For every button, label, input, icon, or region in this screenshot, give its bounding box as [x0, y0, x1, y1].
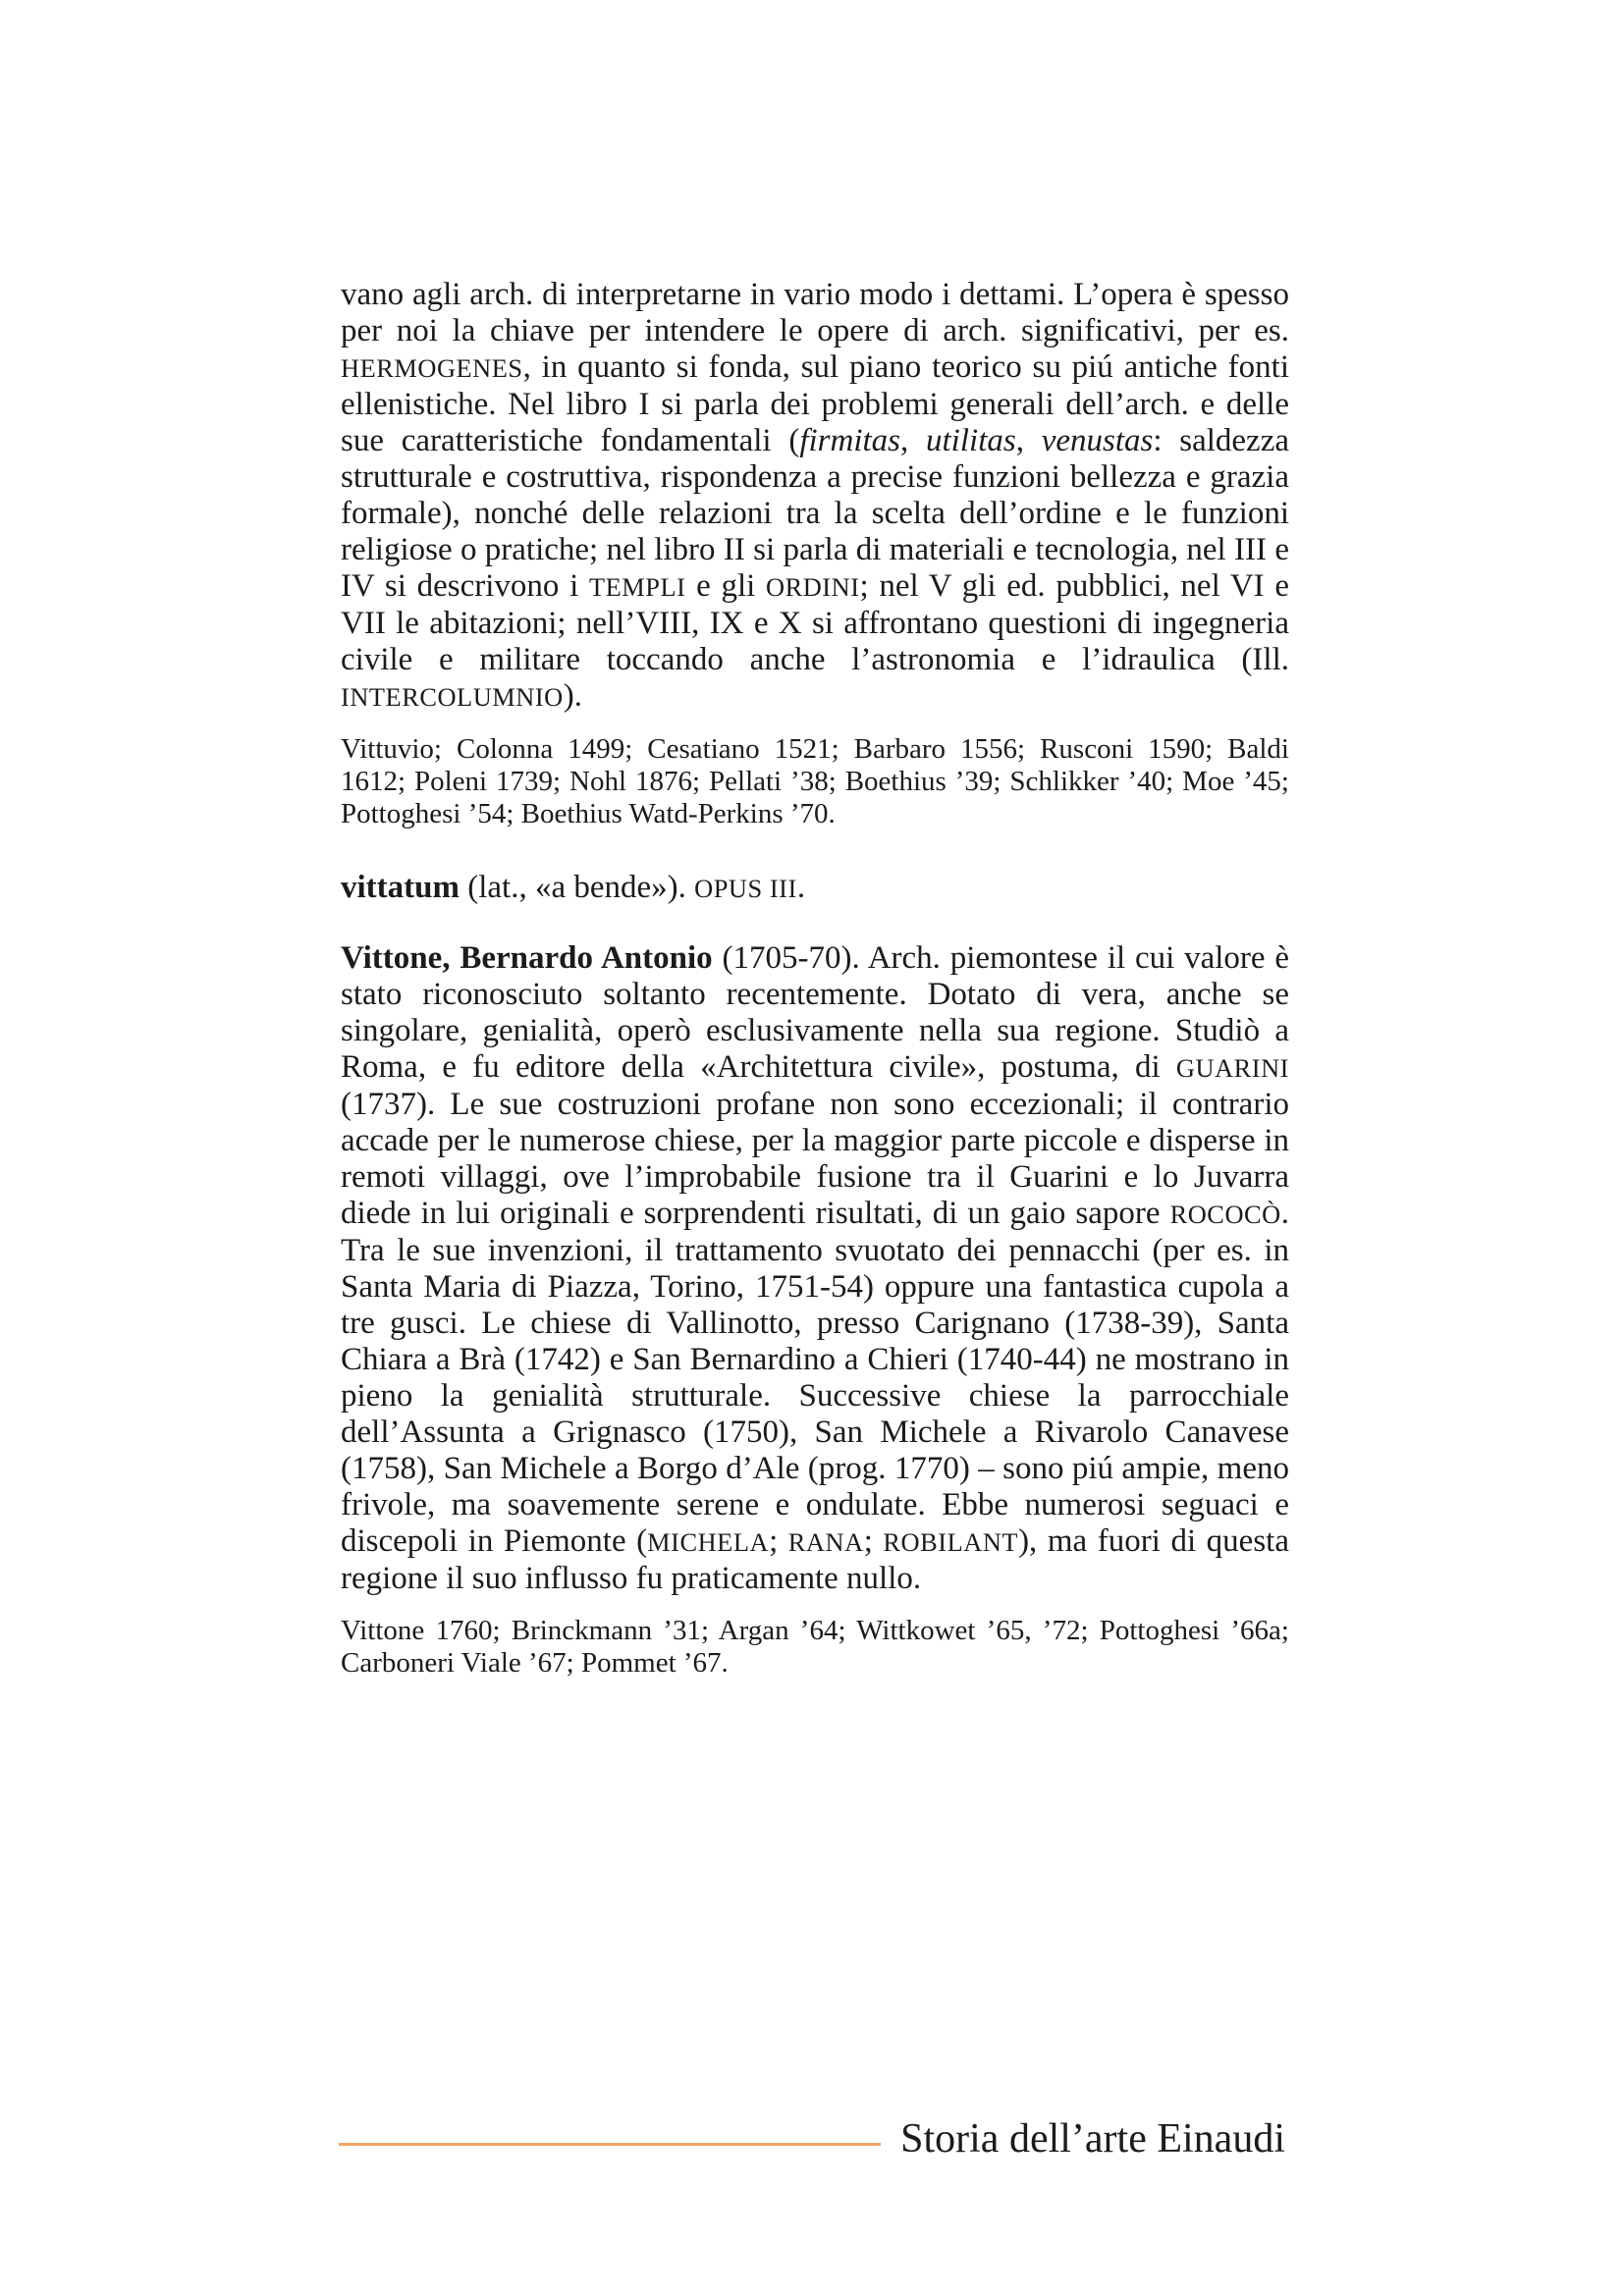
paragraph-vitruvio-continuation: vano agli arch. di interpretarne in vario modo i dettami. L’opera è spesso per noi la chiave per intendere le opere di arch. significativi, per es. HERMOGENES, in quanto si fonda, sul piano teorico su piú antiche fonti ellenistiche. Nel libro I si parla dei problemi generali dell’arch. e delle sue caratteristiche fondamentali (firmitas, utilitas, venustas: saldezza strutturale e costruttiva, rispondenza a precise funzioni bellezza e grazia formale), nonché delle relazioni tra la scelta dell’ordine e le funzioni religiose o pratiche; nel libro II si parla di materiali e tecnologia, nel III e IV si descrivono i TEMPLI e gli ORDINI; nel V gli ed. pubblici, nel VI e VII le abitazioni; nell’VIII, IX e X si affrontano questioni di ingegneria civile e militare toccando anche l’astronomia e l’idraulica (Ill. INTERCOLUMNIO). [341, 277, 1290, 714]
bibliography-vittone: Vittone 1760; Brinckmann ’31; Argan ’64; Wittkowet ’65, ’72; Pottoghesi ’66a; Carboneri Viale ’67; Pommet ’67. [341, 1615, 1289, 1679]
footer-title: Storia dell’arte Einaudi [900, 2116, 1285, 2162]
page-footer [339, 2116, 1285, 2162]
bibliography-vitruvio: Vittuvio; Colonna 1499; Cesatiano 1521; Barbaro 1556; Rusconi 1590; Baldi 1612; Poleni 1739; Nohl 1876; Pellati ’38; Boethius ’39; Schlikker ’40; Moe ’45; Pottoghesi ’54; Boethius Watd-Perkins ’70. [341, 733, 1289, 829]
entry-vittone: Vittone, Bernardo Antonio (1705-70). Arch. piemontese il cui valore è stato riconosciuto soltanto recentemente. Dotato di vera, anche se singolare, genialità, operò esclusivamente nella sua regione. Studiò a Roma, e fu editore della «Architettura civile», postuma, di GUARINI (1737). Le sue costruzioni profane non sono eccezionali; il contrario accade per le numerose chiese, per la maggior parte piccole e disperse in remoti villaggi, ove l’improbabile fusione tra il Guarini e lo Juvarra diede in lui originali e sorprendenti risultati, di un gaio sapore ROCOCÒ. Tra le sue invenzioni, il trattamento svuotato dei pennacchi (per es. in Santa Maria di Piazza, Torino, 1751-54) oppure una fantastica cupola a tre gusci. Le chiese di Vallinotto, presso Carignano (1738-39), Santa Chiara a Brà (1742) e San Bernardino a Chieri (1740-44) ne mostrano in pieno la genialità strutturale. Successive chiese la parrocchiale dell’Assunta a Grignasco (1750), San Michele a Rivarolo Canavese (1758), San Michele a Borgo d’Ale (prog. 1770) – sono piú ampie, meno frivole, ma soavemente serene e ondulate. Ebbe numerosi seguaci e discepoli in Piemonte (MICHELA; RANA; ROBILANT), ma fuori di questa regione il suo influsso fu praticamente nullo. [341, 940, 1290, 1596]
text-column [341, 277, 1289, 1680]
footer-rule [339, 2143, 881, 2146]
entry-vittatum: vittatum (lat., «a bende»). OPUS III. [341, 870, 806, 905]
